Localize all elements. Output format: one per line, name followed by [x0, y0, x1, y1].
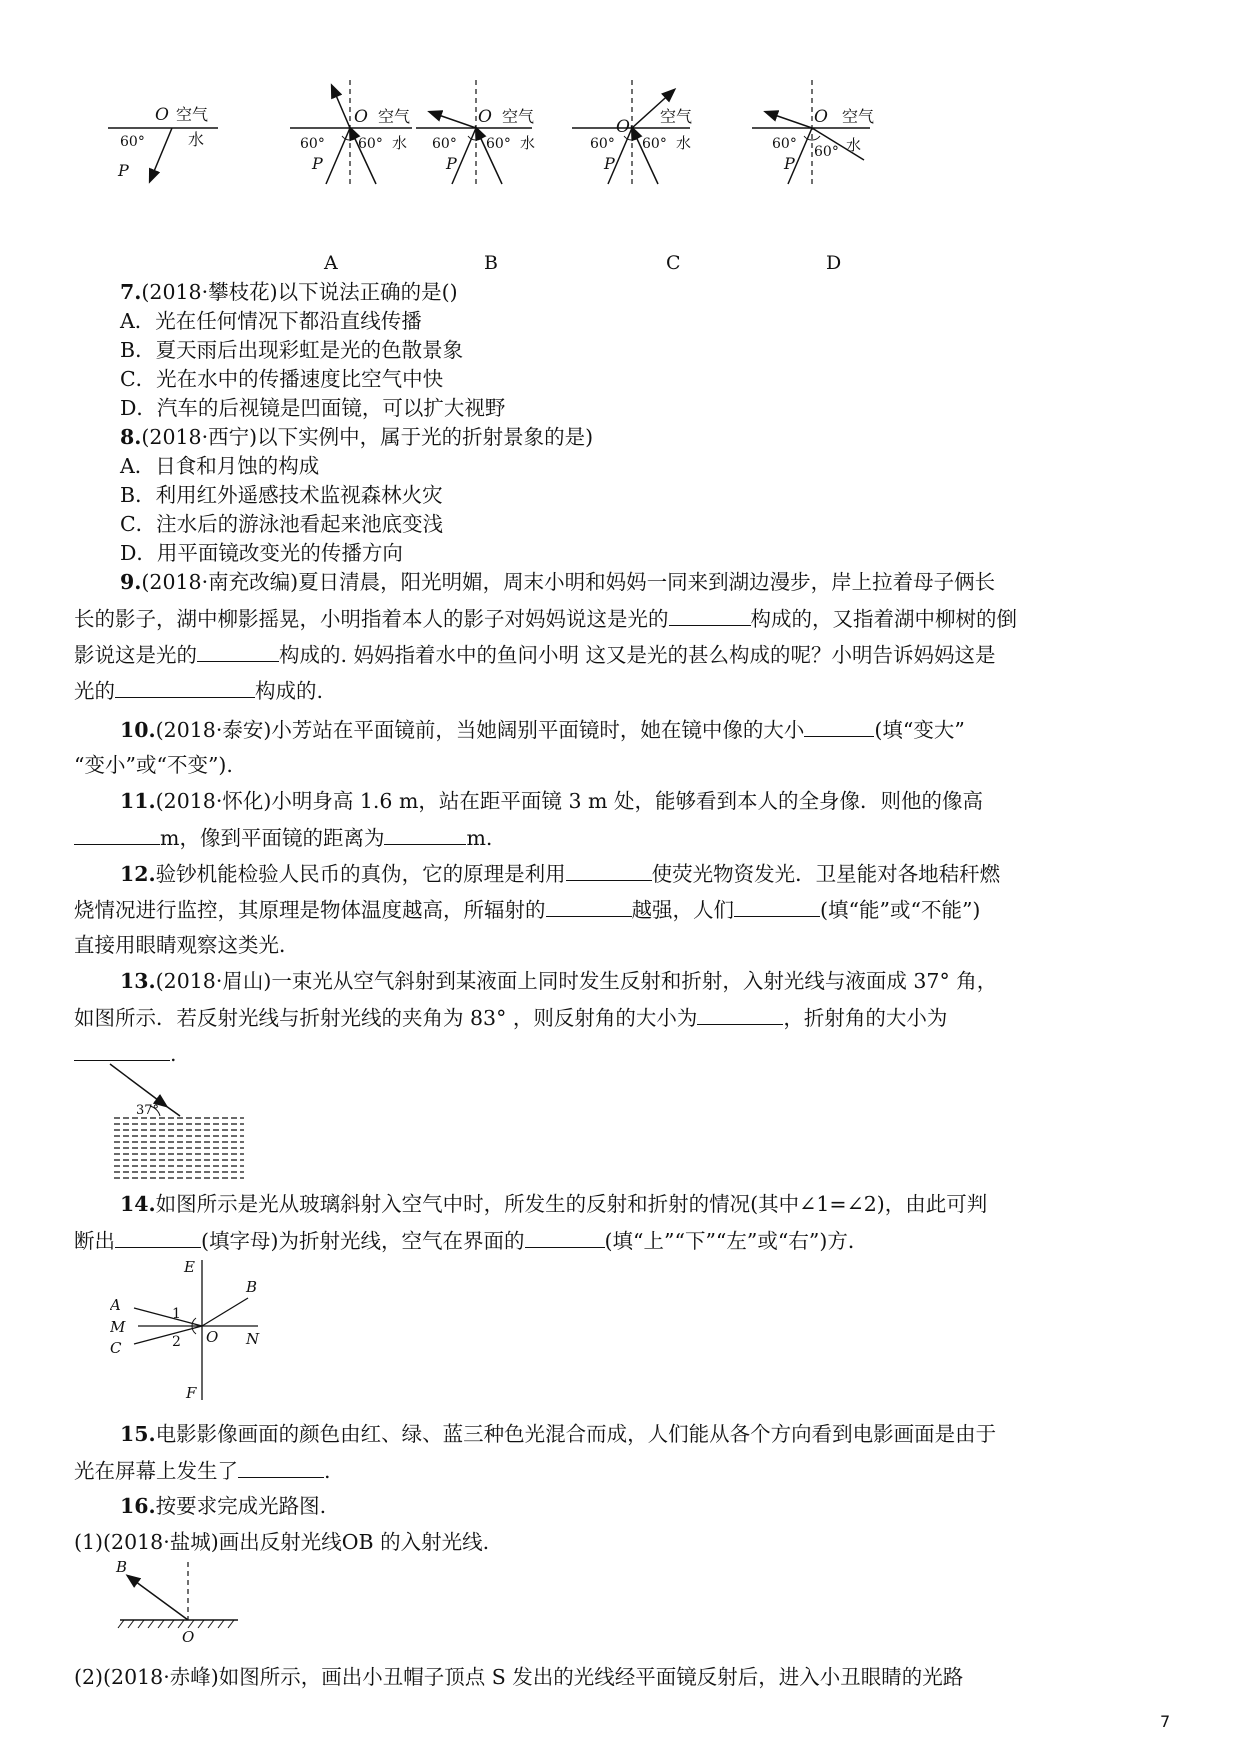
label-water: 水 [188, 130, 205, 149]
q12-blank-3[interactable] [734, 894, 820, 917]
q9-line2: 长的影子，湖中柳影摇晃，小明指着本人的影子对妈妈说这是光的 构成的，又指着湖中柳树的倒 [0, 603, 1241, 634]
svg-text:B: B [116, 1558, 128, 1576]
q7-option-b: B．夏天雨后出现彩虹是光的色散景象 [120, 338, 464, 362]
svg-text:O: O [206, 1328, 219, 1346]
svg-text:2: 2 [172, 1334, 181, 1350]
q13-line1: 13.(2018·眉山)一束光从空气斜射到某液面上同时发生反射和折射，入射光线与液面成 37° 角， [120, 969, 998, 993]
q7-option-c: C．光在水中的传播速度比空气中快 [120, 367, 444, 391]
q7-option-d: D．汽车的后视镜是凹面镜，可以扩大视野 [120, 396, 506, 420]
q9-blank-3[interactable] [115, 675, 255, 698]
q12-line2: 烧情况进行监控，其原理是物体温度越高，所辐射的 越强，人们 (填“能”或“不能”) [0, 894, 1241, 925]
svg-text:水: 水 [392, 134, 408, 152]
q8-option-b: B．利用红外遥感技术监视森林火灾 [120, 483, 443, 507]
q15-line2: 光在屏幕上发生了 . [0, 1455, 1241, 1486]
svg-text:60°: 60° [486, 136, 511, 152]
svg-text:B: B [246, 1278, 258, 1296]
q9-blank-2[interactable] [197, 639, 279, 662]
svg-text:F: F [186, 1384, 197, 1402]
q12-blank-2[interactable] [546, 894, 632, 917]
option-label-c: C [666, 252, 681, 274]
option-label-a: A [324, 252, 338, 274]
liquid-hatching [114, 1118, 244, 1178]
q15-line1: 15.电影影像画面的颜色由红、绿、蓝三种色光混合而成，人们能从各个方向看到电影画面是由于 [120, 1422, 997, 1446]
q13-line2: 如图所示．若反射光线与折射光线的夹角为 83° ，则反射角的大小为 ，折射角的大小为 [0, 1002, 1241, 1033]
svg-text:60°: 60° [642, 136, 667, 152]
q14-glass-air-figure [110, 1256, 300, 1406]
svg-text:P: P [312, 154, 323, 173]
q13-angle-label: 37° [136, 1103, 160, 1118]
svg-text:60°: 60° [300, 136, 325, 152]
q14-blank-2[interactable] [525, 1225, 605, 1248]
svg-text:C: C [110, 1339, 122, 1357]
q12-line3: 直接用眼睛观察这类光． [74, 933, 300, 957]
svg-text:P: P [784, 154, 795, 173]
q13-blank-1[interactable] [697, 1002, 783, 1025]
svg-text:O: O [478, 107, 492, 127]
option-b-diagram [416, 80, 535, 188]
q16-stem: 16.按要求完成光路图. [120, 1494, 327, 1518]
refraction-diagrams-figure [100, 76, 1000, 206]
refracted-ray [150, 128, 172, 181]
option-d-diagram [752, 80, 874, 188]
svg-text:水: 水 [520, 134, 536, 152]
q7-option-a: A．光在任何情况下都沿直线传播 [120, 309, 422, 333]
q14-line2: 断出 (填字母)为折射光线，空气在界面的 (填“上”“下”“左”或“右”)方． [0, 1225, 1241, 1256]
option-c-diagram [572, 80, 692, 188]
svg-text:1: 1 [172, 1306, 181, 1322]
option-label-d: D [826, 252, 842, 274]
option-label-b: B [484, 252, 498, 274]
q13-liquid-figure [104, 1054, 284, 1184]
svg-text:60°: 60° [814, 144, 839, 160]
incident-ray [110, 1064, 166, 1106]
svg-text:60°: 60° [590, 136, 615, 152]
svg-text:60°: 60° [772, 136, 797, 152]
svg-text:空气: 空气 [660, 107, 693, 126]
q12-line1: 12.验钞机能检验人民币的真伪，它的原理是利用 使荧光物资发光．卫星能对各地秸秆燃 [0, 858, 1241, 889]
svg-text:空气: 空气 [502, 107, 535, 126]
svg-text:O: O [182, 1628, 195, 1646]
svg-text:E: E [184, 1258, 195, 1276]
q16-sub1: (1)(2018·盐城)画出反射光线OB 的入射光线. [74, 1530, 490, 1554]
q8-option-d: D．用平面镜改变光的传播方向 [120, 541, 403, 565]
svg-text:O: O [354, 107, 368, 127]
q11-blank-1[interactable] [74, 822, 160, 845]
svg-text:60°: 60° [358, 136, 383, 152]
ray-ao [134, 1308, 202, 1326]
q10-blank[interactable] [804, 714, 874, 737]
q11-blank-2[interactable] [384, 822, 466, 845]
svg-text:空气: 空气 [842, 107, 875, 126]
svg-text:N: N [246, 1330, 260, 1348]
q14-blank-1[interactable] [115, 1225, 201, 1248]
q10-line2: “变小”或“不变”). [74, 753, 233, 777]
q12-blank-1[interactable] [566, 858, 652, 881]
ray-co [134, 1326, 202, 1344]
svg-text:P: P [604, 154, 615, 173]
q9-blank-1[interactable] [669, 603, 751, 626]
q8-stem: 8.(2018·西宁)以下实例中，属于光的折射景象的是) [120, 425, 594, 449]
svg-text:A: A [110, 1296, 121, 1314]
label-angle: 60° [120, 134, 145, 150]
svg-text:60°: 60° [432, 136, 457, 152]
label-air: 空气 [176, 105, 209, 124]
q15-blank[interactable] [238, 1455, 324, 1478]
q11-line2: m，像到平面镜的距离为 m. [0, 822, 1241, 853]
q9-line1: 9.(2018·南充改编)夏日清晨，阳光明媚，周末小明和妈妈一同来到湖边漫步，岸上拉着母子俩长 [120, 570, 996, 594]
q9-line3: 影说这是光的 构成的. 妈妈指着水中的鱼问小明 这又是光的甚么构成的呢？小明告诉妈妈这是 [0, 639, 1241, 670]
q8-option-c: C．注水后的游泳池看起来池底变浅 [120, 512, 444, 536]
reflected-ray-ob [128, 1576, 188, 1620]
q9-line4: 光的 构成的. [0, 675, 1241, 706]
q8-option-a: A．日食和月蚀的构成 [120, 454, 320, 478]
q16-sub2: (2)(2018·赤峰)如图所示，画出小丑帽子顶点 S 发出的光线经平面镜反射后，进入小丑眼睛的光路 [74, 1665, 964, 1689]
ray-ob [202, 1298, 248, 1326]
page-number: 7 [1160, 1712, 1171, 1731]
q13-line3: . [0, 1038, 1241, 1069]
q11-line1: 11.(2018·怀化)小明身高 1.6 m，站在距平面镜 3 m 处，能够看到本人的全身像．则他的像高 [120, 789, 983, 813]
label-p: P [118, 161, 129, 180]
svg-text:O: O [616, 117, 630, 137]
svg-text:空气: 空气 [378, 107, 411, 126]
q7-stem: 7.(2018·攀枝花)以下说法正确的是() [120, 280, 458, 304]
q10-line1: 10.(2018·泰安)小芳站在平面镜前，当她阔别平面镜时，她在镜中像的大小 (填“变大” [0, 714, 1241, 745]
svg-text:水: 水 [846, 136, 862, 154]
svg-text:水: 水 [676, 134, 692, 152]
option-a-diagram [290, 80, 412, 188]
question-diagram [108, 105, 218, 181]
label-o: O [155, 105, 169, 125]
svg-text:P: P [446, 154, 457, 173]
svg-text:O: O [814, 107, 828, 127]
mirror-hatching [118, 1620, 234, 1628]
q14-line1: 14.如图所示是光从玻璃斜射入空气中时，所发生的反射和折射的情况(其中∠1=∠2)，由此可判 [120, 1192, 988, 1216]
q16-mirror-figure [110, 1558, 240, 1648]
svg-text:M: M [110, 1318, 126, 1336]
